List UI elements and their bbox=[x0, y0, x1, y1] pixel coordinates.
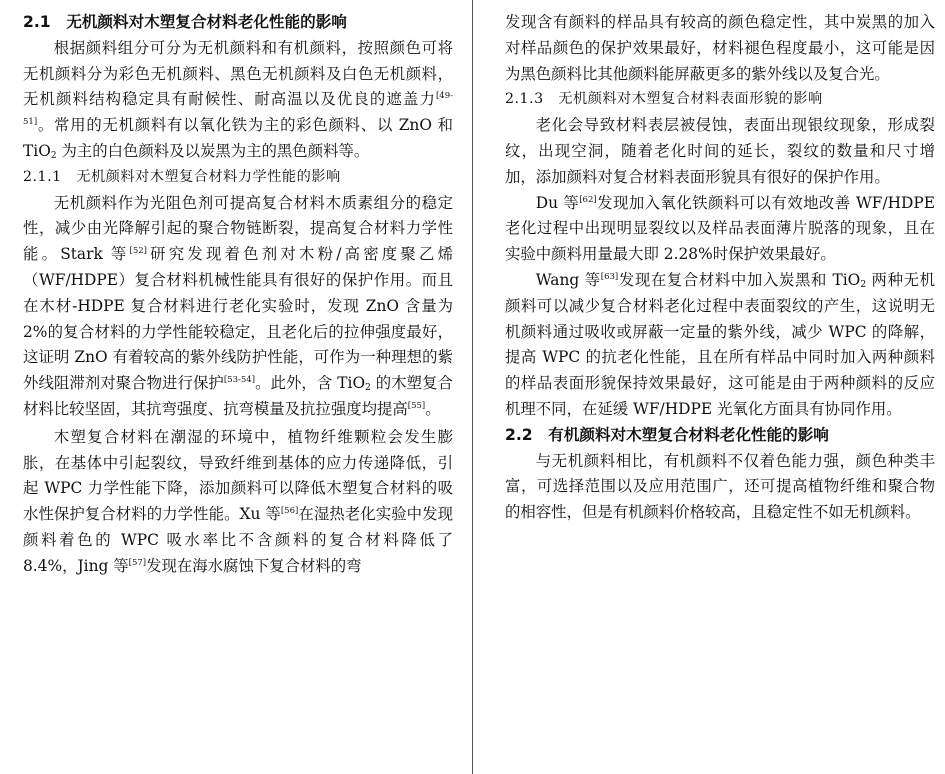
right-column bbox=[505, 10, 935, 526]
left-column bbox=[23, 10, 453, 580]
citation: [56] bbox=[280, 506, 299, 517]
citation: [57] bbox=[128, 557, 147, 568]
citation: [63] bbox=[600, 271, 619, 282]
section-heading-2-1: 2.1 无机颜料对木塑复合材料老化性能的影响 bbox=[23, 13, 347, 31]
paragraph-du: Du 等[62]发现加入氧化铁颜料可以有效地改善 WF/HDPE 老化过程中出现明显裂纹以及样品表面薄片脱落的现象，且在实验中颜料用量最大即 2.28%时保护效果最好。 bbox=[505, 193, 935, 264]
paragraph-surface-intro: 老化会导致材料表层被侵蚀，表面出现银纹现象，形成裂纹，出现空洞，随着老化时间的延长，裂纹的数量和尺寸增加，添加颜料对复合材料表面形貌具有很好的保护作用。 bbox=[505, 116, 935, 186]
citation: [53-54] bbox=[223, 375, 256, 386]
paragraph-wang: Wang 等[63]发现在复合材料中加入炭黑和 TiO$_2$ 两种无机颜料可以减少复合材料老化过程中表面裂纹的产生，这说明无机颜料通过吸收或屏蔽一定量的紫外线，减少 WPC 的降解，提高 WPC 的抗老化性能，且在所有样品中同时加入两种颜料的样品表面形貌保持效果最好，这可能是由于两种颜料的反应机理不同，在延缓 WF/HDPE 光氧化方面具有协同作用。 bbox=[505, 270, 935, 418]
column-divider bbox=[472, 0, 473, 774]
citation: [55] bbox=[407, 400, 426, 411]
paragraph-moisture: 木塑复合材料在潮湿的环境中，植物纤维颗粒会发生膨胀，在基体中引起裂纹，导致纤维到基体的应力传递降低，引起 WPC 力学性能下降，添加颜料可以降低木塑复合材料的吸水性保护复合材料的力学性能。Xu 等[56]在湿热老化实验中发现颜料着色的 WPC 吸水率比不含颜料的复合材料降低了 8.4%，Jing 等[57]发现在海水腐蚀下复合材料的弯 bbox=[23, 427, 453, 575]
paragraph-mechanical: 无机颜料作为光阻色剂可提高复合材料木质素组分的稳定性，减少由光降解引起的聚合物链断裂，提高复合材料力学性能。Stark 等[52]研究发现着色剂对木粉/高密度聚乙烯（WF/HDPE）复合材料机械性能具有很好的保护作用。而且在木材-HDPE 复合材料进行老化实验时，发现 ZnO 含量为 2%的复合材料的力学性能较稳定，且老化后的拉伸强度最好，这证明 ZnO 有着较高的紫外线防护性能，可作为一种理想的紫外线阻滞剂对聚合物进行保护[53-54]。此外，含 TiO$_2$ 的木塑复合材料比较坚固，其抗弯强度、抗弯模量及抗拉强度均提高[55]。 bbox=[23, 193, 453, 418]
paragraph-organic-intro: 与无机颜料相比，有机颜料不仅着色能力强，颜色种类丰富，可选择范围以及应用范围广，还可提高植物纤维和聚合物的相容性，但是有机颜料价格较高，且稳定性不如无机颜料。 bbox=[505, 451, 935, 522]
paragraph-inorganic-intro: 根据颜料组分可分为无机颜料和有机颜料，按照颜色可将无机颜料分为彩色无机颜料、黑色无机颜料及白色无机颜料，无机颜料结构稳定具有耐候性、耐高温以及优良的遮盖力[49-51]。常用的无机颜料有以氧化铁为主的彩色颜料、以 ZnO 和 TiO$_2$ 为主的白色颜料及以炭黑为主的黑色颜料等。 bbox=[23, 38, 453, 161]
citation: [62] bbox=[579, 194, 597, 205]
section-heading-2-1-3: 2.1.3 无机颜料对木塑复合材料表面形貌的影响 bbox=[505, 91, 823, 108]
section-heading-2-1-1: 2.1.1 无机颜料对木塑复合材料力学性能的影响 bbox=[23, 168, 341, 185]
citation: [49-51] bbox=[23, 91, 453, 128]
paragraph-color-stability: 发现含有颜料的样品具有较高的颜色稳定性，其中炭黑的加入对样品颜色的保护效果最好，材料褪色程度最小，这可能是因为黑色颜料比其他颜料能屏蔽更多的紫外线以及复合光。 bbox=[505, 13, 935, 83]
citation: [52] bbox=[129, 246, 147, 257]
section-heading-2-2: 2.2 有机颜料对木塑复合材料老化性能的影响 bbox=[505, 425, 829, 444]
